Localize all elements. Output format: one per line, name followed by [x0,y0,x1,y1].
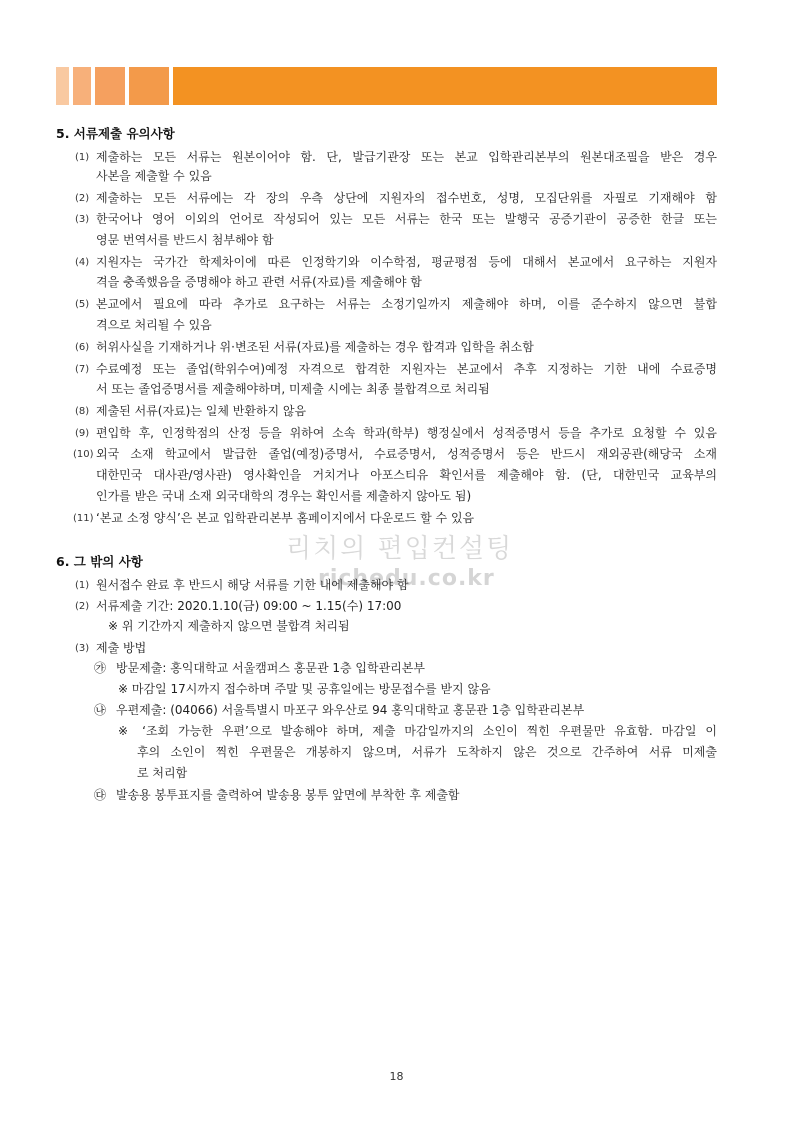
item-number: (3) [75,214,90,225]
item-number: (6) [75,342,90,353]
item-text: 격을 충족했음을 증명해야 하고 관련 서류(자료)를 제출해야 함 [96,275,422,289]
item-number: (1) [75,580,90,591]
section-5-title: 5. 서류제출 유의사항 [56,126,175,141]
item-text: 편입학 후, 인정학점의 산정 등을 위하여 소속 학과(학부) 행정실에서 성적증명서 등을 추가로 요청할 수 있음 [96,426,717,440]
item-text: ‘본교 소정 양식’은 본교 입학관리본부 홈페이지에서 다운로드 할 수 있음 [96,511,475,525]
mail-submission-note: 로 처리함 [137,766,188,780]
deadline-note: ※ 위 기간까지 제출하지 않으면 불합격 처리됨 [108,619,350,633]
visit-submission-note: ※ 마감일 17시까지 접수하며 주말 및 공휴일에는 방문접수를 받지 않음 [118,682,491,696]
item-number: (10) [73,449,94,460]
sub-mark: ㉯ [94,703,107,717]
deadline-text: 서류제출 기간: 2020.1.10(금) 09:00 ~ 1.15(수) 17:00 [96,599,402,613]
item-text: 본교에서 필요에 따라 추가로 요구하는 서류는 소정기일까지 제출해야 하며, 이를 준수하지 않으면 불합 [96,297,717,311]
item-number: (2) [75,193,90,204]
header-bar [56,67,717,105]
item-text: 제출하는 모든 서류는 원본이어야 함. 단, 발급기관장 또는 본교 입학관리본부의 원본대조필을 받은 경우 [96,150,717,164]
item-text: 수료예정 또는 졸업(학위수여)예정 자격으로 합격한 지원자는 본교에서 추후 지정하는 기한 내에 수료증명 [96,362,717,376]
watermark-text: 리치의 편입컨설팅 [286,534,514,564]
header-banner [173,67,717,105]
item-text: 인가를 받은 국내 소재 외국대학의 경우는 확인서를 제출하지 않아도 됨) [96,489,472,503]
item-number: (2) [75,601,90,612]
envelope-cover-text: 발송용 봉투표지를 출력하여 발송용 봉투 앞면에 부착한 후 제출함 [116,788,460,802]
item-text: 제출하는 모든 서류에는 각 장의 우측 상단에 지원자의 접수번호, 성명, 모집단위를 자필로 기재해야 함 [96,191,717,205]
item-text: 원서접수 완료 후 반드시 해당 서류를 기한 내에 제출해야 함 [96,578,409,592]
watermark-url: richedu.co.kr [318,566,495,591]
item-text: 대한민국 대사관/영사관) 영사확인을 거치거나 아포스티유 확인서를 제출해야 함. (단, 대한민국 교육부의 [96,468,717,482]
header-block-4 [129,67,169,105]
header-block-2 [73,67,91,105]
item-text: 외국 소재 학교에서 발급한 졸업(예정)증명서, 수료증명서, 성적증명서 등은 반드시 재외공관(해당국 소재 [96,447,717,461]
header-block-1 [56,67,69,105]
item-number: (1) [75,152,90,163]
sub-mark: ㉮ [94,661,107,675]
mail-submission-text: 우편제출: (04066) 서울특별시 마포구 와우산로 94 홍익대학교 홍문관 1층 입학관리본부 [116,703,585,717]
item-text: 한국어나 영어 이외의 언어로 작성되어 있는 모든 서류는 한국 또는 발행국 공증기관이 공증한 한글 또는 [96,212,717,226]
item-text: 사본을 제출할 수 있음 [96,169,212,183]
visit-submission-text: 방문제출: 홍익대학교 서울캠퍼스 홍문관 1층 입학관리본부 [116,661,425,675]
item-text: 영문 번역서를 반드시 첨부해야 함 [96,233,274,247]
section-6-title: 6. 그 밖의 사항 [56,554,143,569]
item-number: (8) [75,406,90,417]
item-number: (3) [75,643,90,654]
page-number: 18 [389,1070,404,1083]
header-block-3 [95,67,125,105]
item-number: (4) [75,257,90,268]
item-text: 서 또는 졸업증명서를 제출해야하며, 미제출 시에는 최종 불합격으로 처리됨 [96,382,490,396]
item-text: 격으로 처리될 수 있음 [96,318,212,332]
item-number: (5) [75,299,90,310]
item-text: 지원자는 국가간 학제차이에 따른 인정학기와 이수학점, 평균평점 등에 대해서 본교에서 요구하는 지원자 [96,255,717,269]
item-text: 제출된 서류(자료)는 일체 반환하지 않음 [96,404,307,418]
item-text: 허위사실을 기재하거나 위·변조된 서류(자료)를 제출하는 경우 합격과 입학을 취소함 [96,340,534,354]
item-text: 제출 방법 [96,641,147,655]
sub-mark: ㉰ [94,788,107,802]
item-number: (11) [73,513,94,524]
item-number: (7) [75,364,90,375]
mail-submission-note: 후의 소인이 찍힌 우편물은 개봉하지 않으며, 서류가 도착하지 않은 것으로 간주하여 서류 미제출 [137,745,717,759]
item-number: (9) [75,428,90,439]
mail-submission-note: ※ ‘조회 가능한 우편’으로 발송해야 하며, 제출 마감일까지의 소인이 찍힌 우편물만 유효함. 마감일 이 [118,724,717,738]
